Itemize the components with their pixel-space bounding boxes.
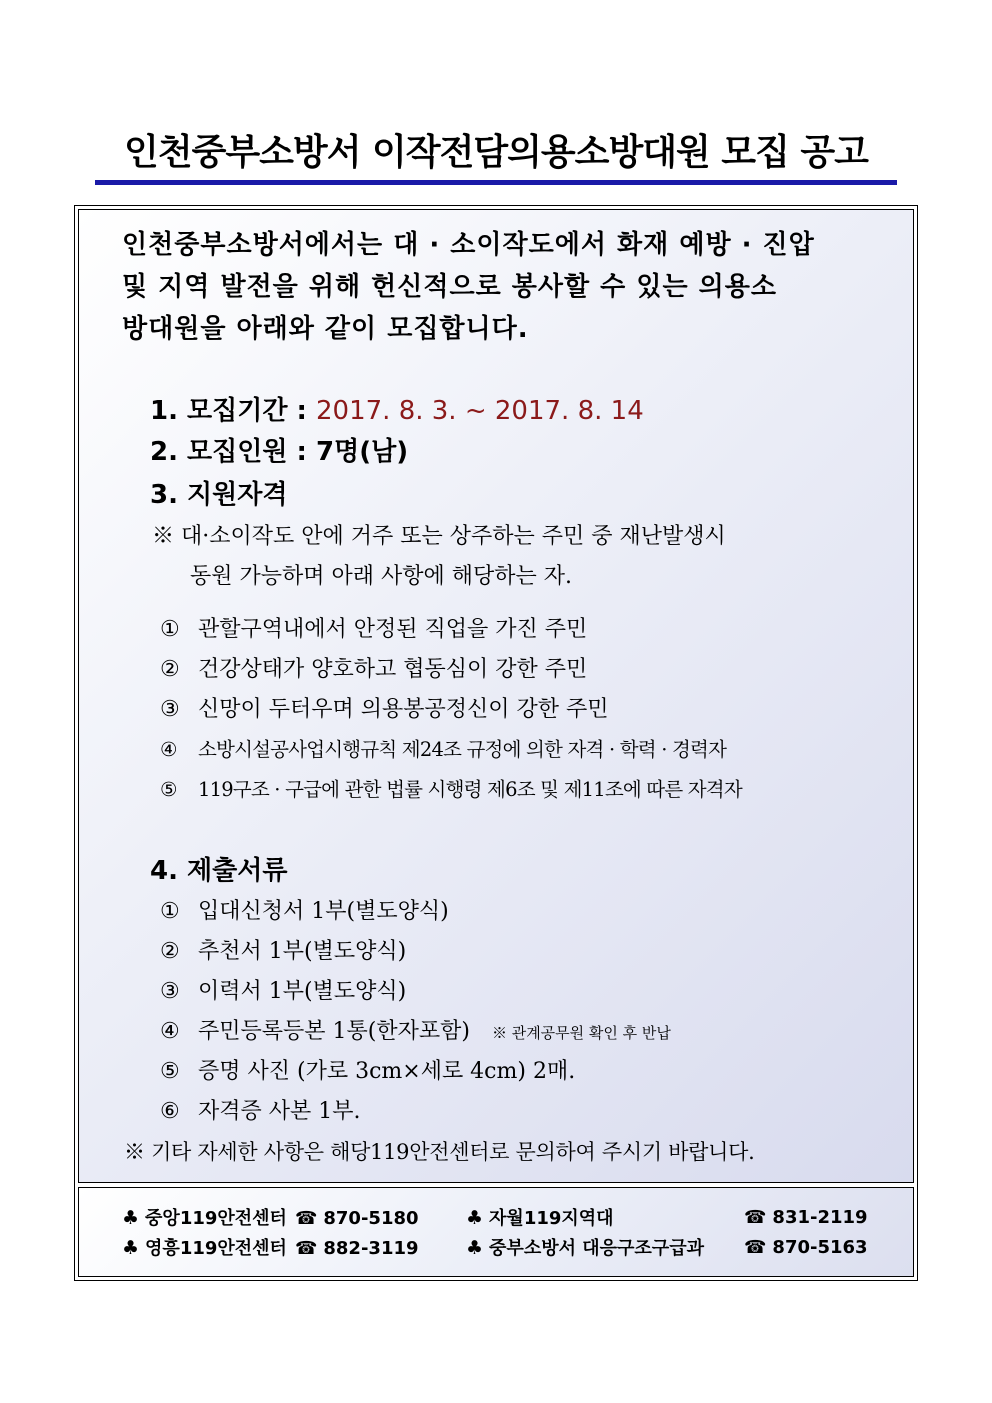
intro-line: 인천중부소방서에서는 대 · 소이작도에서 화재 예방 · 진압 bbox=[122, 230, 815, 260]
phone-icon: ☎ bbox=[744, 1237, 767, 1258]
page-title: 인천중부소방서 이작전담의용소방대원 모집 공고 bbox=[124, 132, 868, 173]
document-item: ④ 주민등록등본 1통(한자포함) ※ 관계공무원 확인 후 반납 bbox=[160, 1019, 671, 1044]
contact-phone: ☎ 831-2119 bbox=[744, 1207, 868, 1228]
qualification-item: ③ 신망이 두터우며 의용봉공정신이 강한 주민 bbox=[160, 697, 609, 722]
contact-phone: ☎ 870-5163 bbox=[744, 1237, 868, 1258]
section-qualification: 3. 지원자격 bbox=[150, 480, 288, 510]
document-item: ② 추천서 1부(별도양식) bbox=[160, 939, 407, 964]
closing-note: ※ 기타 자세한 사항은 해당119안전센터로 문의하여 주시기 바랍니다. bbox=[124, 1140, 755, 1164]
section-recruit-count: 2. 모집인원 : 7명(남) bbox=[150, 437, 409, 467]
phone-icon: ☎ bbox=[744, 1207, 767, 1228]
qualification-item: ④ 소방시설공사업시행규칙 제24조 규정에 의한 자격 · 학력 · 경력자 bbox=[160, 738, 727, 761]
document-item: ① 입대신청서 1부(별도양식) bbox=[160, 899, 449, 924]
document-item: ⑥ 자격증 사본 1부. bbox=[160, 1099, 361, 1124]
recruit-period-value: 2017. 8. 3. ~ 2017. 8. 14 bbox=[316, 396, 644, 426]
document-item: ③ 이력서 1부(별도양식) bbox=[160, 979, 407, 1004]
intro-line: 방대원을 아래와 같이 모집합니다. bbox=[122, 314, 529, 344]
contact-entry: ♣ 자월119지역대 bbox=[466, 1207, 614, 1229]
contact-entry: ♣ 영흥119안전센터 ☎ 882-3119 bbox=[122, 1237, 419, 1259]
title-underline bbox=[95, 180, 897, 185]
phone-icon: ☎ bbox=[294, 1208, 318, 1229]
qualification-item: ① 관할구역내에서 안정된 직업을 가진 주민 bbox=[160, 617, 588, 642]
contact-entry: ♣ 중앙119안전센터 ☎ 870-5180 bbox=[122, 1207, 419, 1229]
phone-icon: ☎ bbox=[294, 1238, 318, 1259]
club-icon: ♣ bbox=[122, 1237, 140, 1259]
club-icon: ♣ bbox=[466, 1207, 484, 1229]
section-recruit-period bbox=[150, 391, 644, 431]
qualification-note-line: ※ 대·소이작도 안에 거주 또는 상주하는 주민 중 재난발생시 bbox=[152, 524, 726, 549]
qualification-item: ⑤ 119구조 · 구급에 관한 법률 시행령 제6조 및 제11조에 따른 자격자 bbox=[160, 778, 742, 801]
qualification-item: ② 건강상태가 양호하고 협동심이 강한 주민 bbox=[160, 657, 588, 682]
document-item: ⑤ 증명 사진 (가로 3cm×세로 4cm) 2매. bbox=[160, 1059, 576, 1084]
contact-entry: ♣ 중부소방서 대응구조구급과 bbox=[466, 1237, 704, 1259]
section-label: 1. 모집기간 : bbox=[150, 396, 316, 426]
intro-line: 및 지역 발전을 위해 헌신적으로 봉사할 수 있는 의용소 bbox=[122, 272, 777, 302]
intro-paragraph bbox=[122, 224, 870, 350]
document-note: ※ 관계공무원 확인 후 반납 bbox=[491, 1024, 671, 1042]
club-icon: ♣ bbox=[466, 1237, 484, 1259]
qualification-note-line: 동원 가능하며 아래 사항에 해당하는 자. bbox=[190, 564, 572, 589]
club-icon: ♣ bbox=[122, 1207, 140, 1229]
section-documents: 4. 제출서류 bbox=[150, 856, 288, 886]
